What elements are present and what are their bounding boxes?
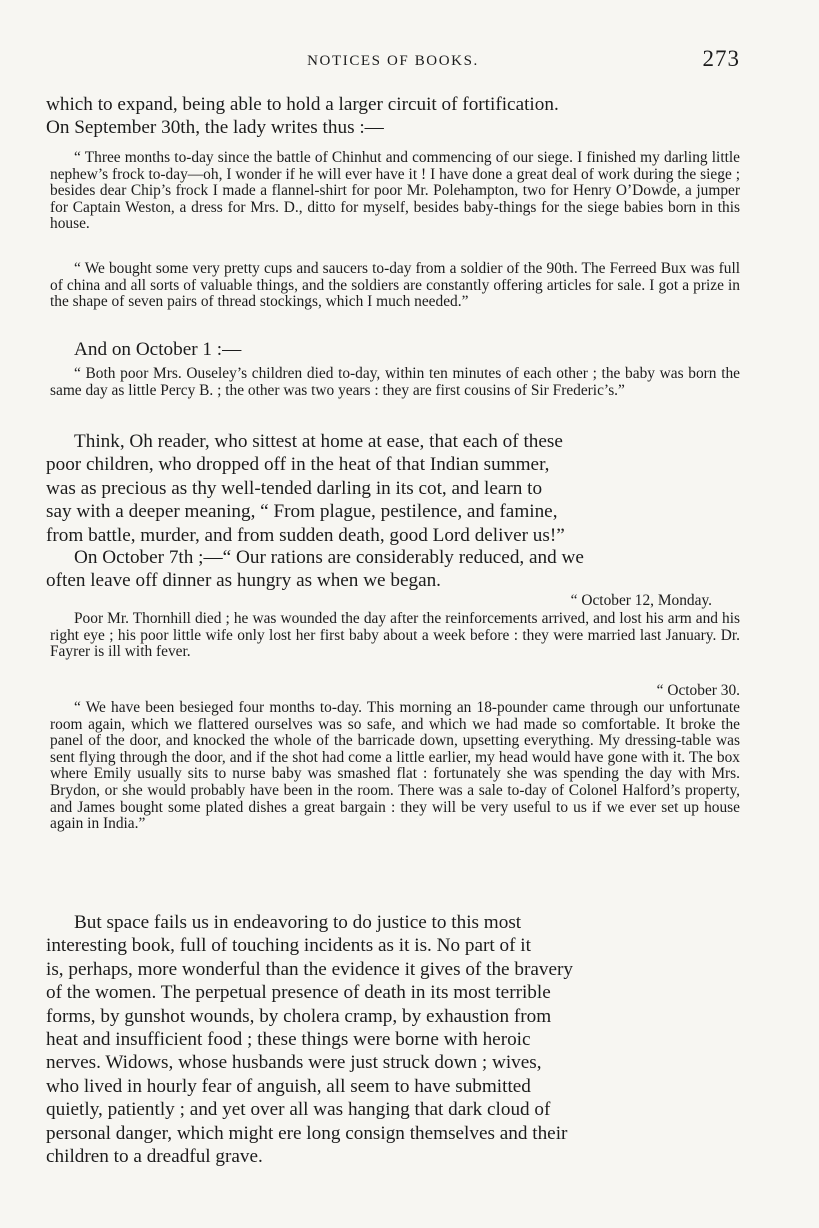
paragraph-october-1: And on October 1 :— <box>74 339 242 360</box>
dateline-october-30: “ October 30. <box>656 682 740 699</box>
dateline-october-12: “ October 12, Monday. <box>570 592 712 609</box>
paragraph-closing: But space fails us in endeavoring to do justice to this most interesting book, full of touching incidents as it is. No part of it is, perhaps, more wonderful than the evidence it gives of the bravery of the women. The perpetual presence of death in its most terrible forms, by gunshot wounds, by cholera cramp, by exhaustion from heat and insufficient food ; these things were borne with heroic nerves. Widows, whose husbands were just struck down ; wives, who lived in hourly fear of anguish, all seem to have submitted quietly, patiently ; and yet over all was hanging that dark cloud of personal danger, which might ere long consign themselves and their children to a dreadful grave. <box>46 912 573 1168</box>
page-header <box>46 48 740 74</box>
paragraph-fortification: which to expand, being able to hold a larger circuit of fortification. On September 30th, the lady writes thus :— <box>46 94 559 139</box>
quote-september-30-first: “ Three months to-day since the battle of Chinhut and commencing of our siege. I finished my darling little nephew’s frock to-day—oh, I wonder if he will ever have it ! I have done a great deal of work during the siege ; besides dear Chip’s frock I made a flannel-shirt for poor Mr. Polehampton, two for Henry O’Dowde, a jumper for Captain Weston, a dress for Mrs. D., ditto for myself, besides baby-things for the siege babies born in this house. <box>50 149 740 233</box>
paragraph-reader-appeal: Think, Oh reader, who sittest at home at ease, that each of these poor children, who dropped off in the heat of that Indian summer, was as precious as thy well-tended darling in its cot, and learn to say with a deeper meaning, “ From plague, pestilence, and famine, from battle, murder, and from sudden death, good Lord deliver us!” <box>46 431 565 546</box>
running-head: NOTICES OF BOOKS. <box>307 53 479 69</box>
quote-october-1: “ Both poor Mrs. Ouseley’s children died to-day, within ten minutes of each other ; the baby was born the same day as little Percy B. ; the other was two years : they are first cousins of Sir Frederic’s.” <box>50 365 740 399</box>
quote-september-30-second: “ We bought some very pretty cups and saucers to-day from a soldier of the 90th. The Ferreed Bux was full of china and all sorts of valuable things, and the soldiers are constantly offering articles for sale. I got a prize in the shape of seven pairs of thread stockings, which I much needed.” <box>50 260 740 311</box>
paragraph-october-7: On October 7th ;—“ Our rations are considerably reduced, and we often leave off dinner as hungry as when we began. <box>46 547 584 592</box>
quote-october-12: Poor Mr. Thornhill died ; he was wounded the day after the reinforcements arrived, and lost his arm and his right eye ; his poor little wife only lost her first baby about a week before : they were married last January. Dr. Fayrer is ill with fever. <box>50 610 740 661</box>
quote-october-30: “ We have been besieged four months to-day. This morning an 18-pounder came through our unfortunate room again, which we flattered ourselves was so safe, and which we had made so comfortable. It broke the panel of the door, and knocked the whole of the barricade down, upsetting everything. My dressing-table was sent flying through the door, and if the shot had come a little earlier, my head would have gone with it. The box where Emily usually sits to nurse baby was smashed flat : fortunately she was spending the day with Mrs. Brydon, or she would probably have been in the room. There was a sale to-day of Colonel Halford’s property, and James bought some plated dishes a great bargain : they will be very useful to us if we ever set up house again in India.” <box>50 699 740 833</box>
page-number: 273 <box>702 46 740 71</box>
